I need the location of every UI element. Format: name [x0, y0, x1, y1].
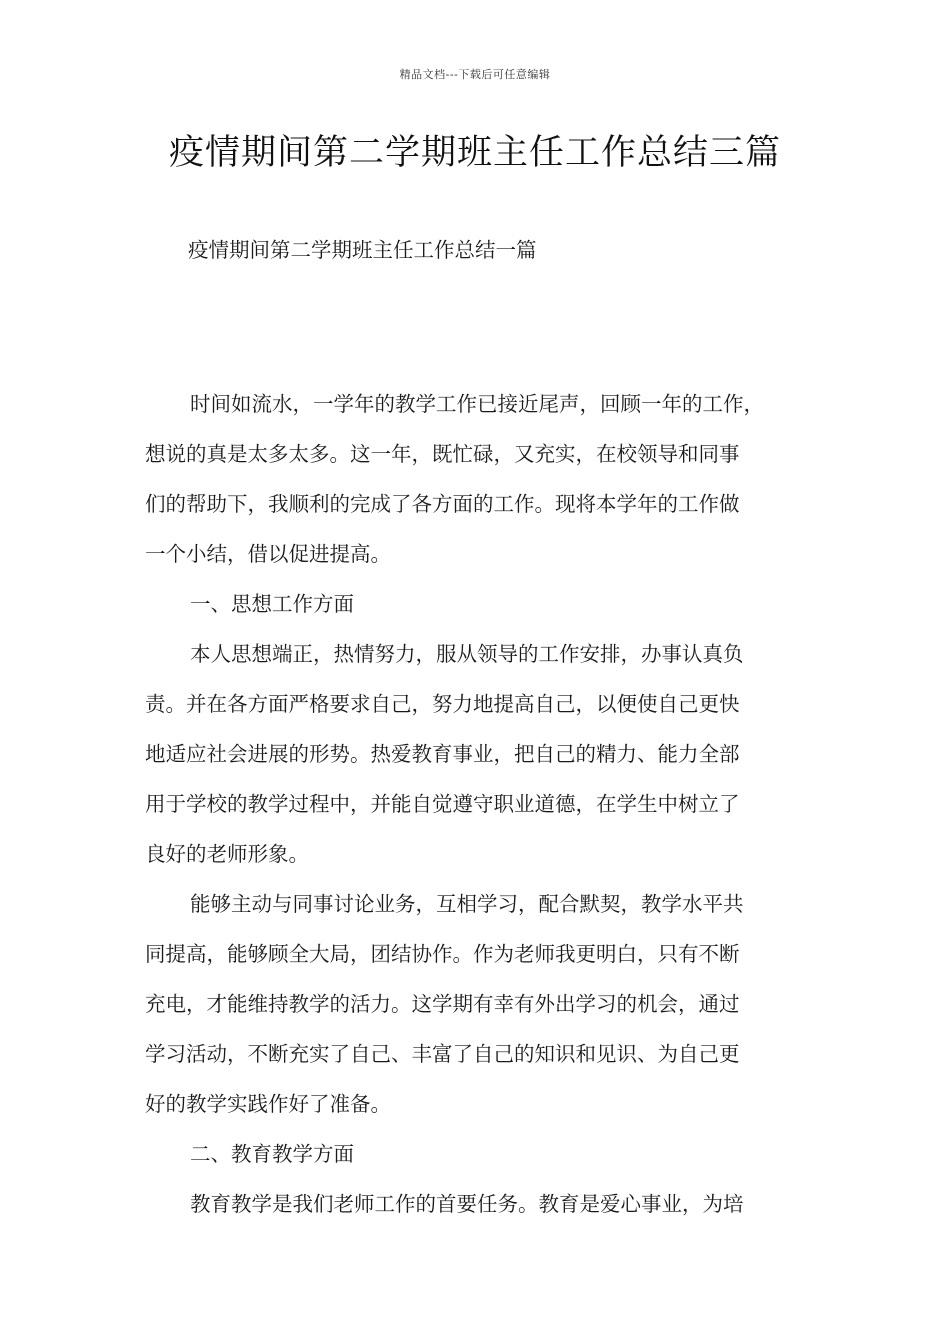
text-line: 充电，才能维持教学的活力。这学期有幸有外出学习的机会，通过 — [145, 992, 740, 1016]
text-line: 同提高，能够顾全大局，团结协作。作为老师我更明白，只有不断 — [145, 942, 740, 966]
text-line: 责。并在各方面严格要求自己，努力地提高自己，以便使自己更快 — [145, 692, 740, 716]
text-line: 能够主动与同事讨论业务，互相学习，配合默契，教学水平共 — [190, 892, 744, 916]
text-line: 本人思想端正，热情努力，服从领导的工作安排，办事认真负 — [190, 642, 744, 666]
text-line: 良好的老师形象。 — [145, 842, 309, 866]
text-line: 一、思想工作方面 — [190, 592, 354, 616]
text-line: 地适应社会进展的形势。热爱教育事业，把自己的精力、能力全部 — [145, 742, 740, 766]
text-line: 学习活动，不断充实了自己、丰富了自己的知识和见识、为自己更 — [145, 1042, 740, 1066]
text-line: 用于学校的教学过程中，并能自觉遵守职业道德，在学生中树立了 — [145, 792, 740, 816]
section-subtitle: 疫情期间第二学期班主任工作总结一篇 — [188, 238, 537, 262]
text-line: 们的帮助下，我顺利的完成了各方面的工作。现将本学年的工作做 — [145, 492, 740, 516]
document-title: 疫情期间第二学期班主任工作总结三篇 — [168, 133, 781, 173]
body-text — [145, 379, 821, 1229]
text-line: 好的教学实践作好了准备。 — [145, 1092, 391, 1116]
header-note: 精品文档---下载后可任意编辑 — [399, 68, 551, 81]
text-line: 想说的真是太多太多。这一年，既忙碌，又充实，在校领导和同事 — [145, 442, 740, 466]
text-line: 教育教学是我们老师工作的首要任务。教育是爱心事业，为培 — [190, 1192, 744, 1216]
text-line: 二、教育教学方面 — [190, 1142, 354, 1166]
text-line: 一个小结，借以促进提高。 — [145, 542, 391, 566]
text-line: 时间如流水，一学年的教学工作已接近尾声，回顾一年的工作， — [190, 392, 764, 416]
